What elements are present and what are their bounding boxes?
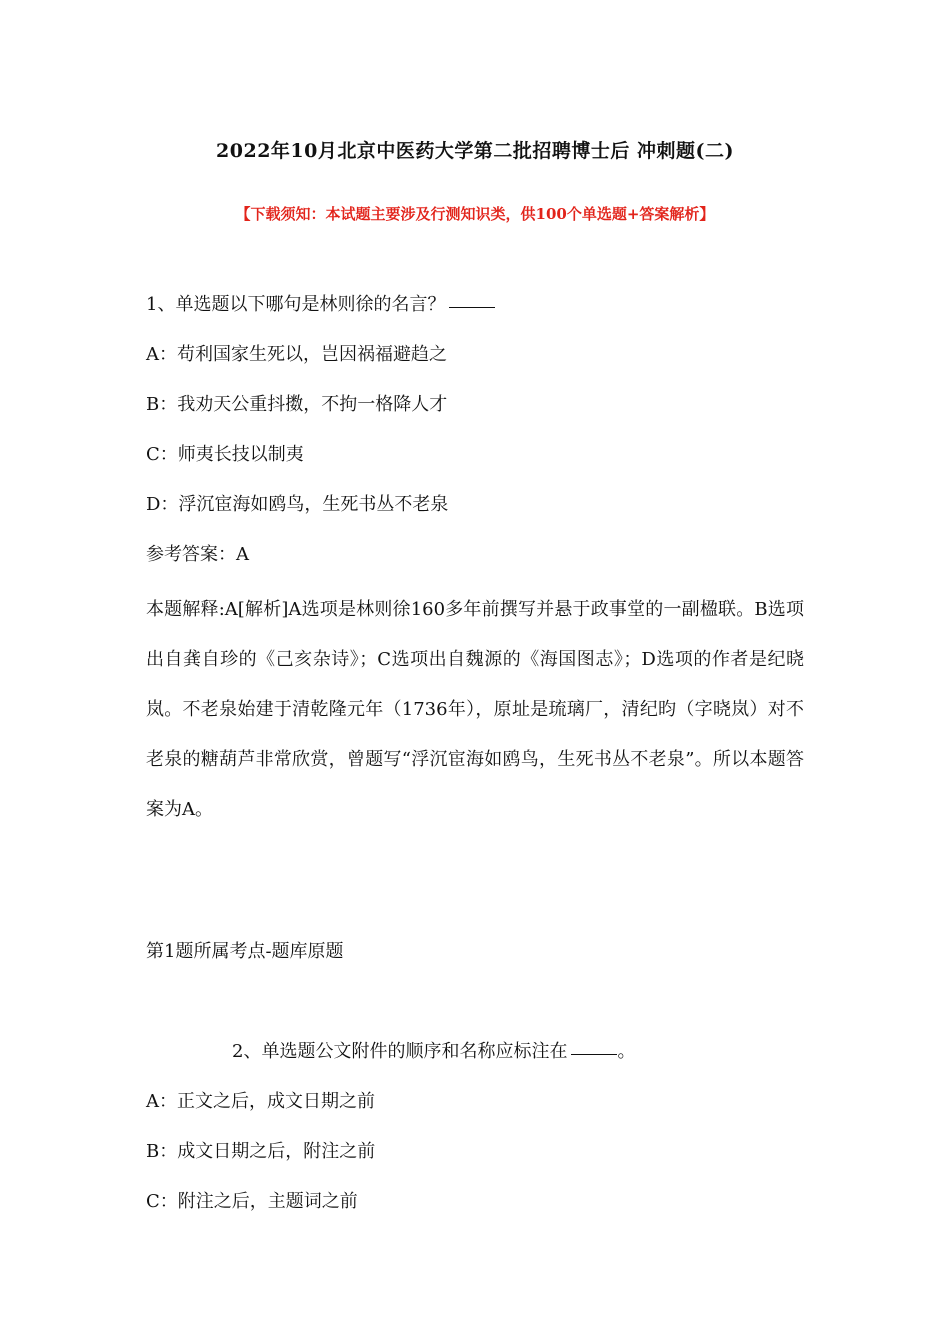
question-1-stem	[146, 290, 495, 316]
question-1-source: 第1题所属考点-题库原题	[146, 941, 344, 962]
answer-blank	[449, 306, 495, 308]
question-2-stem-text: 2、单选题公文附件的顺序和名称应标注在	[232, 1041, 568, 1062]
question-1-option-b: B：我劝天公重抖擞，不拘一格降人才	[146, 394, 448, 415]
question-1-answer: 参考答案：A	[146, 544, 249, 565]
question-2-option-c: C：附注之后，主题词之前	[146, 1191, 358, 1212]
question-2-option-b: B：成文日期之后，附注之前	[146, 1141, 376, 1162]
question-1-stem-text: 1、单选题以下哪句是林则徐的名言？	[146, 294, 446, 315]
question-2-stem	[232, 1037, 635, 1063]
question-1-option-d: D：浮沉宦海如鸥鸟，生死书丛不老泉	[146, 494, 449, 515]
question-1-option-a: A：苟利国家生死以，岂因祸福避趋之	[146, 344, 447, 365]
answer-blank	[571, 1053, 617, 1055]
question-2-stem-suffix: 。	[617, 1041, 636, 1062]
download-notice: 【下载须知：本试题主要涉及行测知识类，供100个单选题+答案解析】	[235, 205, 715, 223]
document-title: 2022年10月北京中医药大学第二批招聘博士后 冲刺题(二)	[216, 140, 734, 162]
question-1-option-c: C：师夷长技以制夷	[146, 444, 304, 465]
question-1-explanation: 本题解释:A[解析]A选项是林则徐160多年前撰写并悬于政事堂的一副楹联。B选项出自龚自珍的《己亥杂诗》；C选项出自魏源的《海国图志》；D选项的作者是纪晓岚。不老泉始建于清乾隆元年（1736年），原址是琉璃厂，清纪昀（字晓岚）对不老泉的糖葫芦非常欣赏，曾题写“浮沉宦海如鸥鸟，生死书丛不老泉”。所以本题答案为A。	[146, 599, 804, 820]
question-2-option-a: A：正文之后，成文日期之前	[146, 1091, 375, 1112]
